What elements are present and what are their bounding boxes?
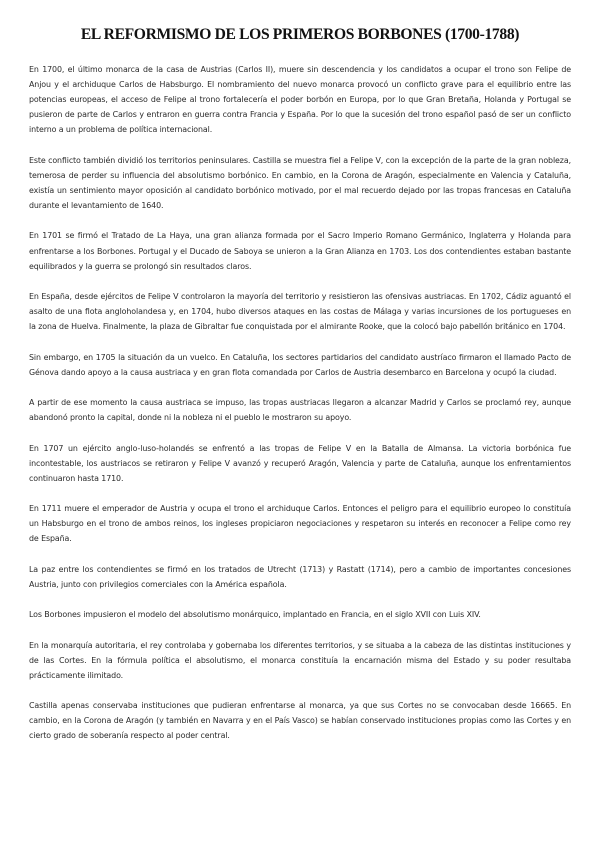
document-title: EL REFORMISMO DE LOS PRIMEROS BORBONES (1700-1788) — [80, 26, 520, 43]
paragraph-territories: Este conflicto también dividió los territorios peninsulares. Castilla se muestra fiel a Felipe V, con la excepción de la parte de la gran nobleza, temerosa de perder su influencia del absolutismo borbónico. En cambio, en la Corona de Aragón, especialmente en Valencia y Cataluña, existía un sentimiento mayor oposición al candidato borbónico motivado, por el mal recuerdo dejado por las tropas francesas en Cataluña durante el levantamiento de 1640. — [29, 155, 571, 211]
paragraph-utrecht: La paz entre los contendientes se firmó en los tratados de Utrecht (1713) y Rastatt (1714), pero a cambio de importantes concesiones Austria, junto con privilegios comerciales con la América española. — [29, 564, 571, 589]
paragraph-spain-campaign: En España, desde ejércitos de Felipe V controlaron la mayoría del territorio y resistieron las ofensivas austriacas. En 1702, Cádiz aguantó el asalto de una flota angloholandesa y, en 1704, hubo diversos ataques en las costas de Málaga y varias incursiones de los portugueses en la zona de Huelva. Finalmente, la plaza de Gibraltar fue conquistada por el almirante Rooke, que la colocó bajo pabellón británico en 1704. — [29, 292, 571, 332]
paragraph-hague-treaty: En 1701 se firmó el Tratado de La Haya, una gran alianza formada por el Sacro Imperio Romano Germánico, Inglaterra y Holanda para enfrentarse a los Borbones. Portugal y el Ducado de Saboya se unieron a la Gran Alianza en 1703. Los dos contendientes estaban bastante equilibrados y la guerra se prolongó sin resultados claros. — [29, 231, 571, 271]
paragraph-austrian-advance: A partir de ese momento la causa austriaca se impuso, las tropas austriacas llegaron a alcanzar Madrid y Carlos se proclamó rey, aunque abandonó pronto la capital, donde ni la nobleza ni el pueblo le mostraron su apoyo. — [29, 398, 571, 423]
paragraph-1705-turn: Sin embargo, en 1705 la situación da un vuelco. En Cataluña, los sectores partidarios del candidato austríaco firmaron el llamado Pacto de Génova dando apoyo a la causa austriaca y en gran flota comandada por Carlos de Austria desembarco en Barcelona y ocupó la ciudad. — [29, 352, 571, 377]
paragraph-1711: En 1711 muere el emperador de Austria y ocupa el trono el archiduque Carlos. Entonces el peligro para el equilibrio europeo lo constituía un Habsburgo en el trono de ambos reinos, los ingleses propiciaron negociaciones y respetaron su interés en reconocer a Felipe como rey de España. — [29, 504, 571, 544]
paragraph-castilla-aragon: Castilla apenas conservaba instituciones que pudieran enfrentarse al monarca, ya que sus Cortes no se convocaban desde 16665. En cambio, en la Corona de Aragón (y también en Navarra y en el País Vasco) se habían conservado instituciones propias como las Cortes y en cierto grado de soberanía respecto al poder central. — [29, 701, 571, 741]
paragraph-succession: En 1700, el último monarca de la casa de Austrias (Carlos II), muere sin descendencia y los candidatos a ocupar el trono son Felipe de Anjou y el archiduque Carlos de Habsburgo. El nombramiento del nuevo monarca provocó un conflicto grave para el equilibrio entre las potencias europeas, el acceso de Felipe al trono fortalecería el poder borbón en Europa, por lo que Gran Bretaña, Holanda y Portugal se pusieron de parte de Carlos y entraron en guerra contra Francia y España. Por lo que la sucesión del trono español pasó de ser un conflicto interno a un problema de política internacional. — [29, 65, 571, 135]
paragraph-almansa: En 1707 un ejército anglo-luso-holandés se enfrentó a las tropas de Felipe V en la Batalla de Almansa. La victoria borbónica fue incontestable, los austriacos se retiraron y Felipe V avanzó y recuperó Aragón, Valencia y parte de Cataluña, aunque los enfrentamientos continuaron hasta 1710. — [29, 443, 571, 483]
paragraph-authoritarian-monarchy: En la monarquía autoritaria, el rey controlaba y gobernaba los diferentes territorios, y se situaba a la cabeza de las distintas instituciones y de las Cortes. En la fórmula política el absolutismo, el monarca constituía la encarnación misma del Estado y su poder resultaba prácticamente ilimitado. — [29, 640, 571, 680]
paragraph-absolutism: Los Borbones impusieron el modelo del absolutismo monárquico, implantado en Francia, en el siglo XVII con Luis XIV. — [29, 610, 481, 620]
